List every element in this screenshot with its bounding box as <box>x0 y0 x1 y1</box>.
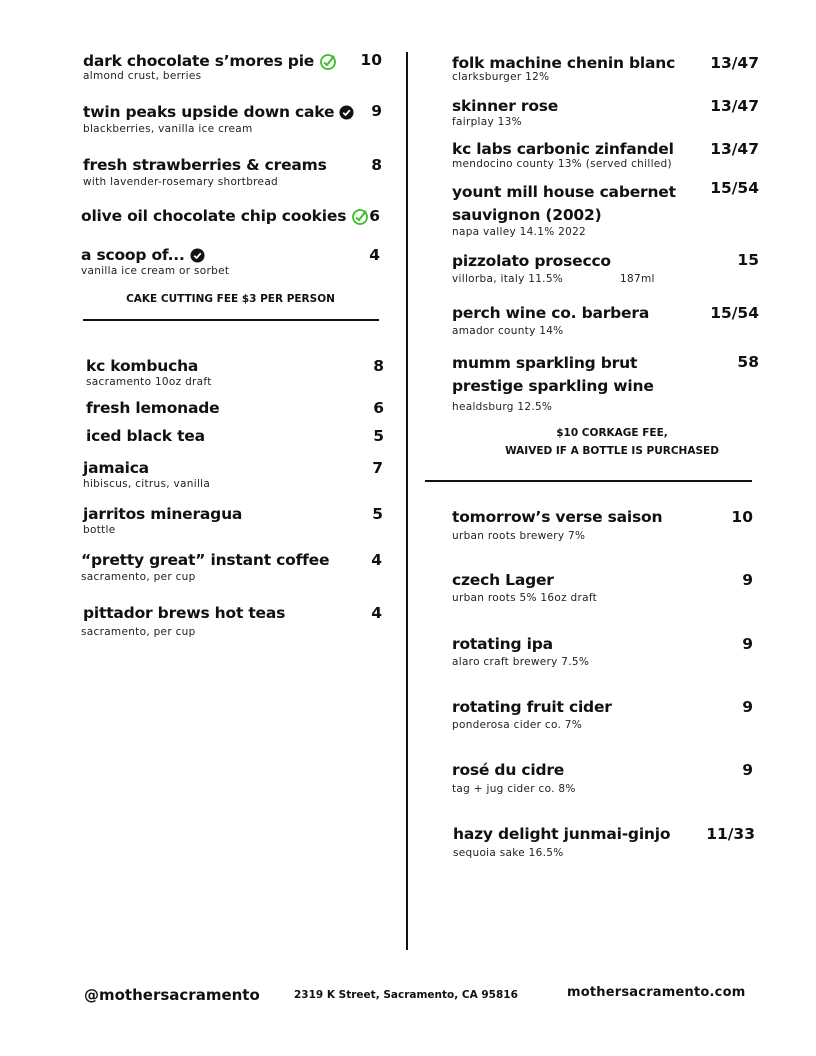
drink-item-name: “pretty great” instant coffee <box>81 551 330 569</box>
corkage-note-line2: WAIVED IF A BOTTLE IS PURCHASED <box>505 445 719 457</box>
dessert-item-name: olive oil chocolate chip cookies <box>81 207 369 226</box>
dessert-item-price: 6 <box>369 207 380 225</box>
dessert-item-price: 9 <box>371 102 382 120</box>
drink-item-name: jamaica <box>83 459 149 477</box>
wine-item-price: 15 <box>737 251 759 269</box>
drink-item-price: 4 <box>371 604 382 622</box>
wine-item-price: 13/47 <box>710 97 759 115</box>
wine-item-price: 13/47 <box>710 140 759 158</box>
dessert-item-price: 10 <box>360 51 382 69</box>
wine-item-price: 13/47 <box>710 54 759 72</box>
wine-divider <box>425 480 752 482</box>
wine-item-desc: healdsburg 12.5% <box>452 401 553 413</box>
drink-item-desc: hibiscus, citrus, vanilla <box>83 478 211 490</box>
wine-item-name: perch wine co. barbera <box>452 304 650 322</box>
drink-item-desc: bottle <box>83 524 116 536</box>
drink-item-desc: sacramento 10oz draft <box>86 376 212 388</box>
black-check-circle-icon <box>190 248 205 263</box>
dessert-item-name: dark chocolate s’mores pie <box>83 52 337 71</box>
beer-item-price: 11/33 <box>706 825 755 843</box>
dessert-item-name: twin peaks upside down cake <box>83 103 354 121</box>
dessert-item-desc: with lavender-rosemary shortbread <box>83 176 279 188</box>
website-link[interactable]: mothersacramento.com <box>567 985 746 1000</box>
social-handle[interactable]: @mothersacramento <box>84 986 260 1004</box>
dessert-item-desc: almond crust, berries <box>83 70 202 82</box>
dessert-item-name: fresh strawberries & creams <box>83 156 327 174</box>
beer-item-desc: tag + jug cider co. 8% <box>452 783 576 795</box>
wine-item-price: 58 <box>737 353 759 371</box>
beer-item-name: tomorrow’s verse saison <box>452 508 663 526</box>
beer-item-desc: urban roots brewery 7% <box>452 530 586 542</box>
drink-item-desc: sacramento, per cup <box>81 626 196 638</box>
wine-item-size: 187ml <box>620 273 655 285</box>
beer-item-name: czech Lager <box>452 571 554 589</box>
desserts-divider <box>83 319 379 321</box>
drink-item-name: pittador brews hot teas <box>83 604 286 622</box>
beer-item-price: 10 <box>731 508 753 526</box>
drink-item-name: fresh lemonade <box>86 399 220 417</box>
wine-item-desc: mendocino county 13% (served chilled) <box>452 158 672 170</box>
beer-item-desc: alaro craft brewery 7.5% <box>452 656 590 668</box>
beer-item-name: rotating ipa <box>452 635 553 653</box>
dessert-item-price: 8 <box>371 156 382 174</box>
beer-item-name: hazy delight junmai-ginjo <box>453 825 671 843</box>
beer-item-price: 9 <box>742 761 753 779</box>
wine-item-desc: napa valley 14.1% 2022 <box>452 226 587 238</box>
drink-item-desc: sacramento, per cup <box>81 571 196 583</box>
wine-item-price: 15/54 <box>710 179 759 197</box>
dessert-item-name: a scoop of... <box>81 246 205 264</box>
beer-item-price: 9 <box>742 635 753 653</box>
beer-item-name: rotating fruit cider <box>452 698 612 716</box>
drink-item-price: 6 <box>373 399 384 417</box>
address: 2319 K Street, Sacramento, CA 95816 <box>294 989 518 1001</box>
wine-item-name: yount mill house cabernet sauvignon (2002) <box>452 183 676 224</box>
drink-item-name: iced black tea <box>86 427 205 445</box>
drink-item-price: 8 <box>373 357 384 375</box>
wine-item-price: 15/54 <box>710 304 759 322</box>
dessert-item-desc: vanilla ice cream or sorbet <box>81 265 230 277</box>
drink-item-price: 5 <box>373 427 384 445</box>
wine-item-name: skinner rose <box>452 97 559 115</box>
wine-item-desc: amador county 14% <box>452 325 564 337</box>
wine-item-name: kc labs carbonic zinfandel <box>452 140 674 158</box>
beer-item-name: rosé du cidre <box>452 761 565 779</box>
wine-item-desc: clarksburger 12% <box>452 71 550 83</box>
beer-item-desc: ponderosa cider co. 7% <box>452 719 583 731</box>
beer-item-price: 9 <box>742 698 753 716</box>
cake-cutting-note: CAKE CUTTING FEE $3 PER PERSON <box>126 293 335 305</box>
wine-item-name: mumm sparkling brut prestige sparkling wine <box>452 354 654 395</box>
drink-item-price: 7 <box>372 459 383 477</box>
wine-item-name: folk machine chenin blanc <box>452 54 676 72</box>
wine-item-desc: fairplay 13% <box>452 116 522 128</box>
wine-item-desc: villorba, italy 11.5% <box>452 273 564 285</box>
drink-item-price: 5 <box>372 505 383 523</box>
beer-item-price: 9 <box>742 571 753 589</box>
beer-item-desc: sequoia sake 16.5% <box>453 847 564 859</box>
drink-item-name: kc kombucha <box>86 357 199 375</box>
corkage-note-line1: $10 CORKAGE FEE, <box>556 427 668 439</box>
wine-item-name: pizzolato prosecco <box>452 252 611 270</box>
dessert-item-price: 4 <box>369 246 380 264</box>
column-divider <box>406 52 408 950</box>
dessert-item-desc: blackberries, vanilla ice cream <box>83 123 253 135</box>
green-check-leaf-icon <box>319 53 337 71</box>
beer-item-desc: urban roots 5% 16oz draft <box>452 592 598 604</box>
drink-item-price: 4 <box>371 551 382 569</box>
drink-item-name: jarritos mineragua <box>83 505 243 523</box>
